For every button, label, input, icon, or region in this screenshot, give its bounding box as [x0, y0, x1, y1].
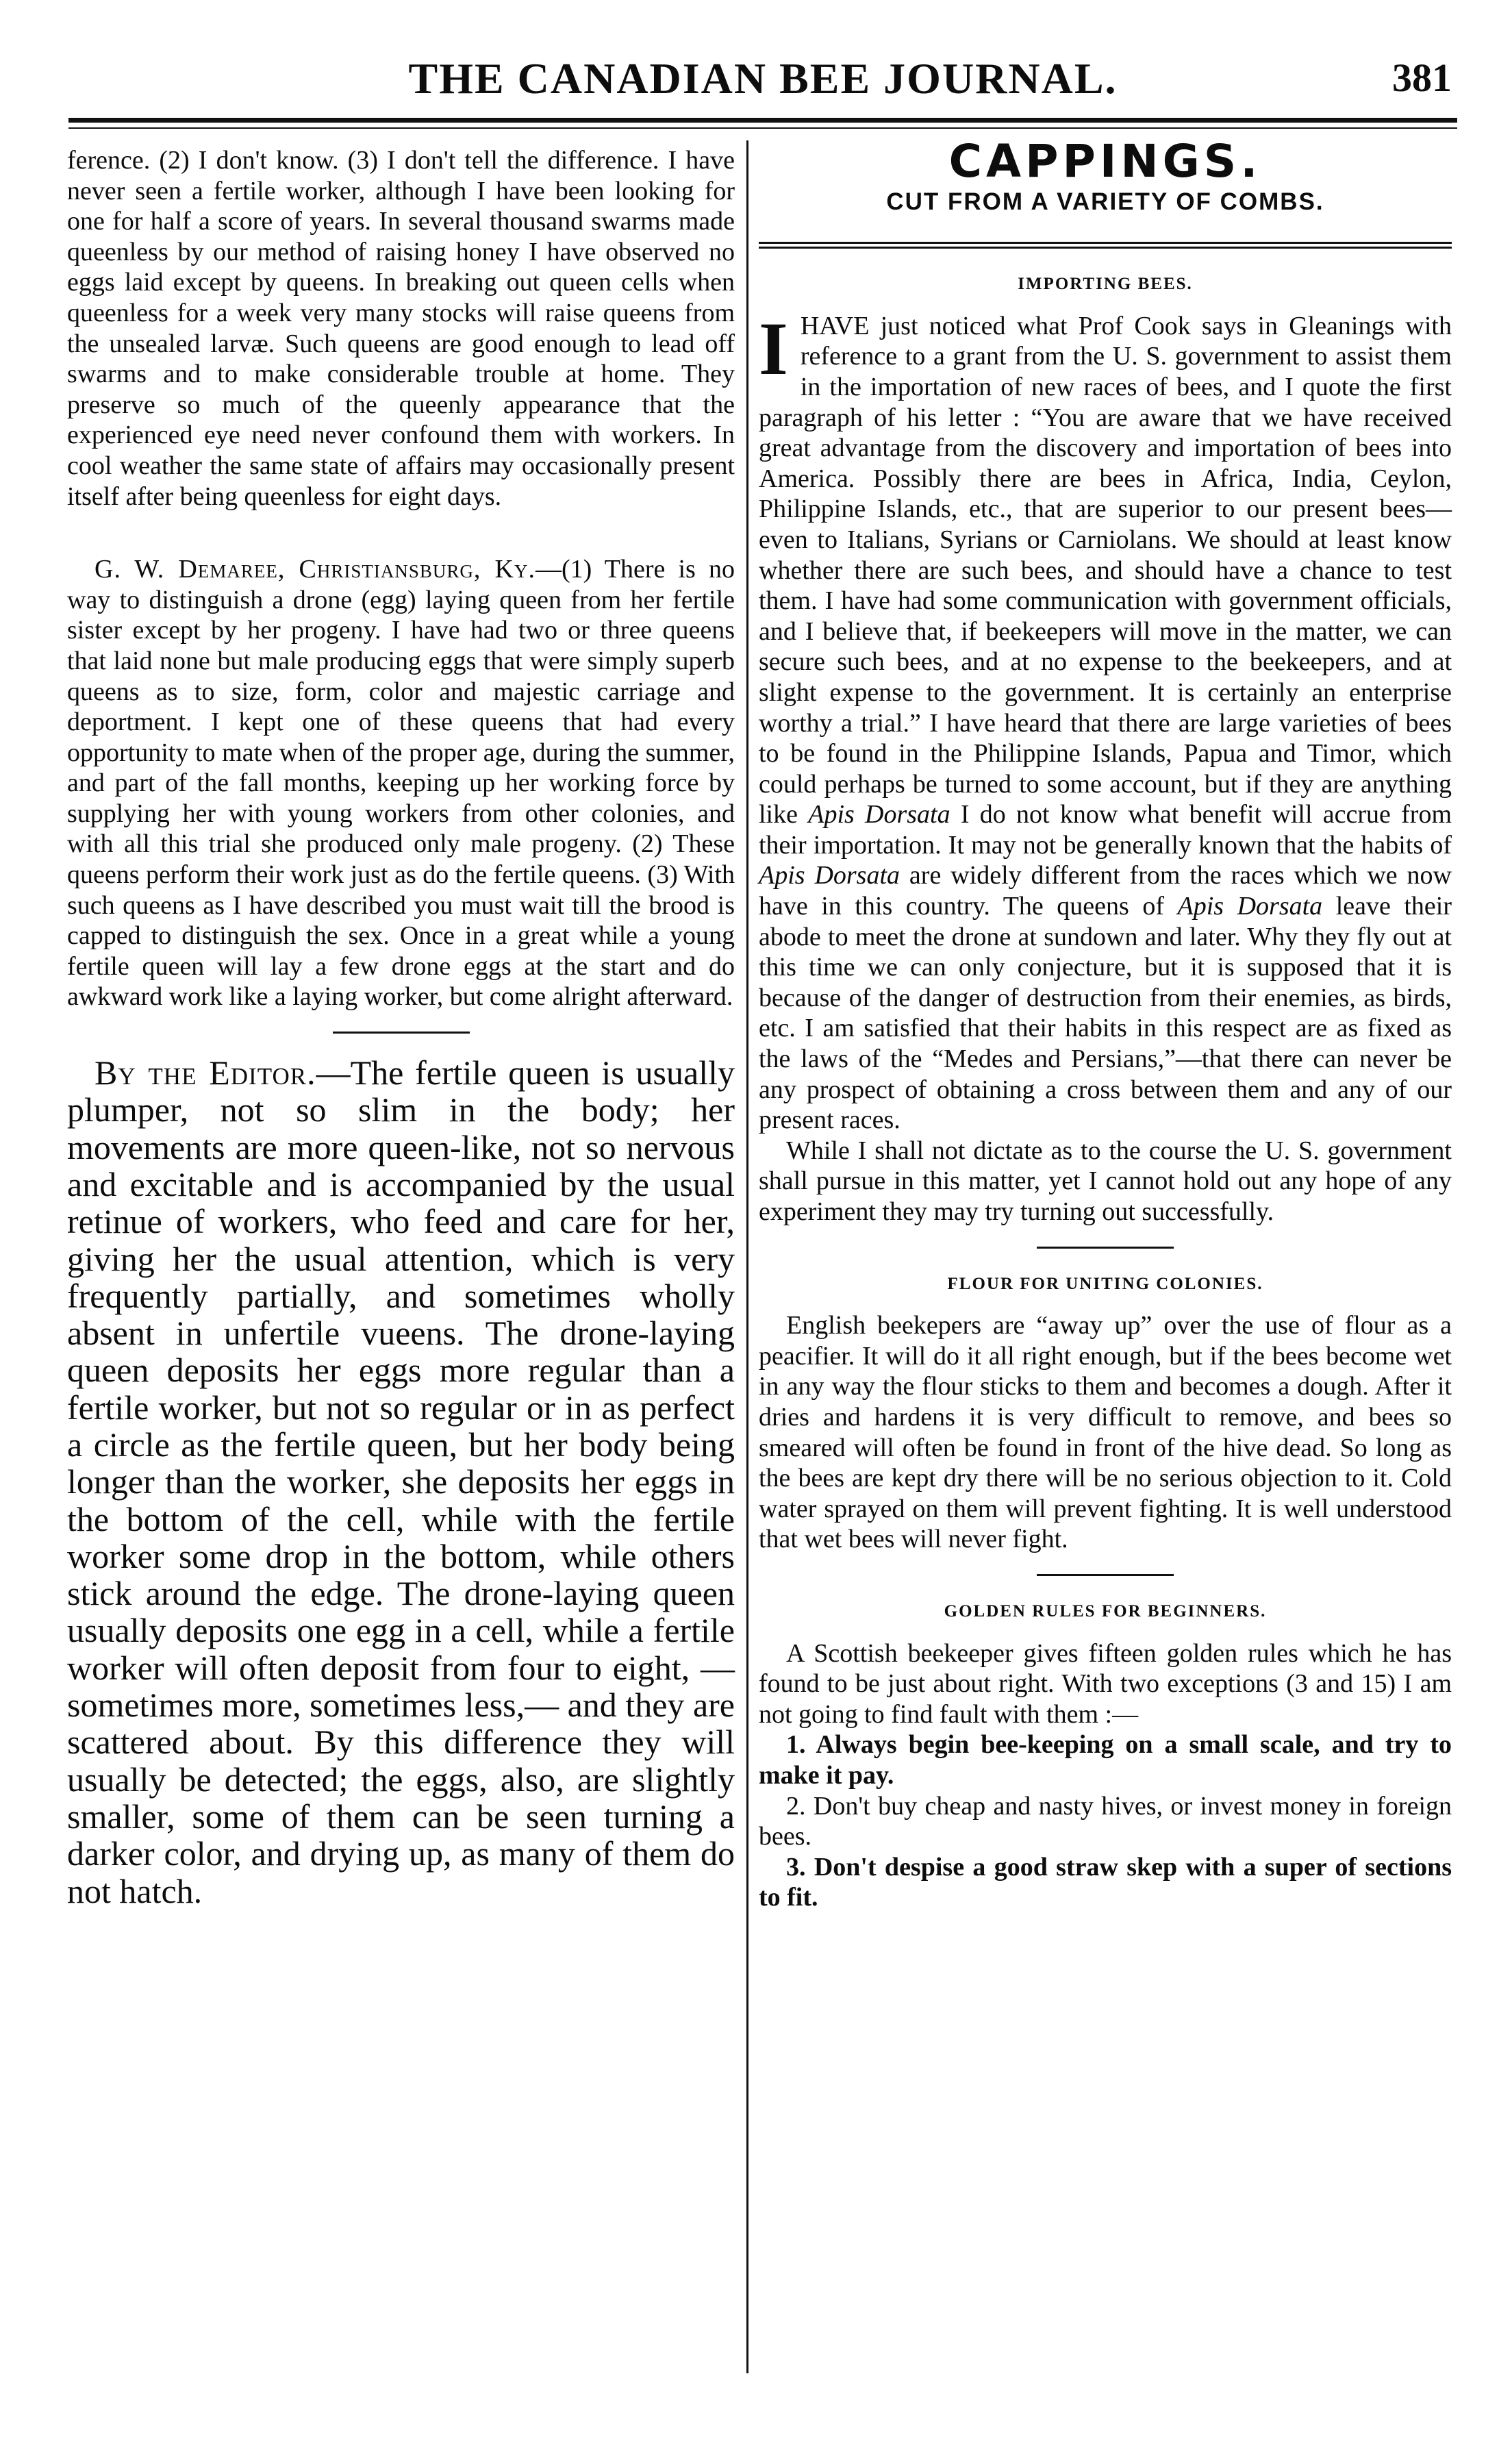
right-column [759, 135, 1452, 1913]
column-divider [746, 140, 748, 2373]
golden-rule-1: 1. Always begin bee-keeping on a small scale, and try to make it pay. [759, 1730, 1452, 1790]
continued-answer-paragraph: ference. (2) I don't know. (3) I don't tell the difference. I have never seen a fertile worker, although I have been looking for one for half a score of years. In several thousand swarms made queenless by our method of raising honey I have observed no eggs laid except by queens. In breaking out queen cells when queenless for a week very many stocks will raise queens from the unsealed larvæ. Such queens are good enough to lead off swarms and to make considerable trouble at home. They preserve so much of the queenly appearance that the experienced eye need never confound them with workers. In cool weather the same state of affairs may occasionally present itself after being queenless for eight days. [67, 146, 735, 511]
importing-text-c: are widely different from the races which we now have in this country. The queens of [759, 861, 1452, 921]
editor-byline: By the Editor. [94, 1053, 316, 1092]
apis-dorsata-term: Apis Dorsata [759, 861, 900, 890]
importing-bees-closing: While I shall not dictate as to the course the U. S. government shall pursue in this matter, yet I cannot hold out any hope of any experiment they may try turning out successfully. [759, 1136, 1452, 1226]
demaree-answer-text: —(1) There is no way to distinguish a drone (egg) laying queen from her fertile sister except by her progeny. I have had two or three queens that laid none but male producing eggs that were simply superb queens as to size, form, color and majestic carriage and deportment. I kept one of these queens that had every opportunity to mate when of the proper age, during the summer, and part of the fall months, keeping up her working force by supplying her with young workers from other colonies, and with all this trial she produced only male progeny. (2) These queens perform their work just as do the fertile queens. (3) With such queens as I have described you must wait till the brood is capped to distinguish the sex. Once in a great while a young fertile queen will lay a few drone eggs at the start and do awkward work like a laying worker, but come alright afterward. [67, 555, 735, 1012]
cappings-subtitle: CUT FROM A VARIETY OF COMBS. [886, 188, 1324, 215]
importing-text-d: leave their abode to meet the drone at sundown and later. Why they fly out at this time we can only conjecture, but it is supposed that it is because of the danger of destruction from their enemies, as birds, etc. I am satisfied that their habits in this respect are as fixed as the laws of the “Medes and Persians,”—that there can never be any prospect of obtaining a cross between them and any of our present races. [759, 892, 1452, 1135]
apis-dorsata-term: Apis Dorsata [808, 800, 950, 829]
section-rule [1037, 1247, 1174, 1249]
golden-rule-2: 2. Don't buy cheap and nasty hives, or invest money in foreign bees. [759, 1791, 1452, 1851]
demaree-byline: G. W. Demaree, Christiansburg, Ky. [94, 555, 536, 584]
flour-paragraph: English beekepers are “away up” over the use of flour as a peacifier. It will do it all right enough, but if the bees become wet in any way the flour sticks to them and becomes a dough. After it dries and hardens it is very difficult to remove, and bees so smeared will often be found in front of the hive dead. So long as the bees are kept dry there will be no serious objection to it. Cold water sprayed on them will prevent fighting. It is well understood that wet bees will never fight. [759, 1311, 1452, 1554]
editor-answer-text: —The fertile queen is usually plumper, not so slim in the body; her movements are more queen-like, not so nervous and excitable and is accompanied by the usual retinue of workers, who feed and care for her, giving her the usual attention, which is very frequently partially, and sometimes wholly absent in unfertile vueens. The drone-laying queen deposits her eggs more regular than a fertile worker, but not so regular or in as perfect a circle as the fertile queen, but her body being longer than the worker, she deposits her eggs in the bottom of the cell, while with the fertile worker some drop in the bottom, while others stick around the edge. The drone-laying queen usually deposits one egg in a cell, while a fertile worker will often deposit from four to eight, —sometimes more, sometimes less,— and they are scattered about. By this difference they will usually be detected; the eggs, also, are slightly smaller, some of them can be seen turning a darker color, and drying up, as many of them do not hatch. [67, 1053, 735, 1910]
page-number: 381 [1392, 55, 1452, 100]
importing-bees-paragraph [759, 306, 1452, 1136]
golden-rules-heading: GOLDEN RULES FOR BEGINNERS. [944, 1601, 1267, 1621]
section-rule [1037, 1574, 1174, 1576]
editor-answer [67, 1054, 735, 1910]
journal-title: THE CANADIAN BEE JOURNAL. [408, 54, 1118, 103]
section-rule [333, 1032, 470, 1034]
golden-rule-3: 3. Don't despise a good straw skep with a super of sections to fit. [759, 1852, 1452, 1912]
demaree-answer [67, 554, 735, 1012]
cappings-title: CAPPINGS. [948, 135, 1262, 188]
header-rule [68, 118, 1457, 123]
header-rule-thin [68, 127, 1457, 129]
drop-cap: I [759, 306, 788, 390]
double-rule [759, 242, 1452, 249]
importing-bees-heading: IMPORTING BEES. [1018, 275, 1193, 294]
apis-dorsata-term: Apis Dorsata [1177, 892, 1323, 921]
importing-text-a: HAVE just noticed what Prof Cook says in Gleanings with reference to a grant from the U. S. government to assist them in the importation of new races of bees, and I quote the first paragraph of his letter : “You are aware that we have received great advantage from the discovery and importation of bees into America. Possibly there are bees in Africa, India, Ceylon, Philippine Islands, etc., that are superior to our present bees—even to Italians, Syrians or Carniolans. We should at least know whether there are such bees, and should have a chance to test them. I have had some communication with government officials, and I believe that, if beekeepers will move in the matter, we can secure such bees, and at no expense to the beekeepers, and at slight expense to the government. It is certainly an enterprise worthy a trial.” I have heard that there are large varieties of bees to be found in the Philippine Islands, Papua and Timor, which could perhaps be turned to some account, but if they are anything like [759, 311, 1452, 829]
golden-rules-intro: A Scottish beekeeper gives fifteen golden rules which he has found to be just about right. With two exceptions (3 and 15) I am not going to find fault with them :— [759, 1638, 1452, 1729]
section-spacer [67, 512, 735, 554]
importing-text-b: I do not know what benefit will accrue from their importation. It may not be generally known that the habits of [759, 800, 1452, 860]
flour-heading: FLOUR FOR UNITING COLONIES. [947, 1274, 1263, 1293]
left-column [67, 145, 735, 1910]
page-header [62, 48, 1464, 123]
